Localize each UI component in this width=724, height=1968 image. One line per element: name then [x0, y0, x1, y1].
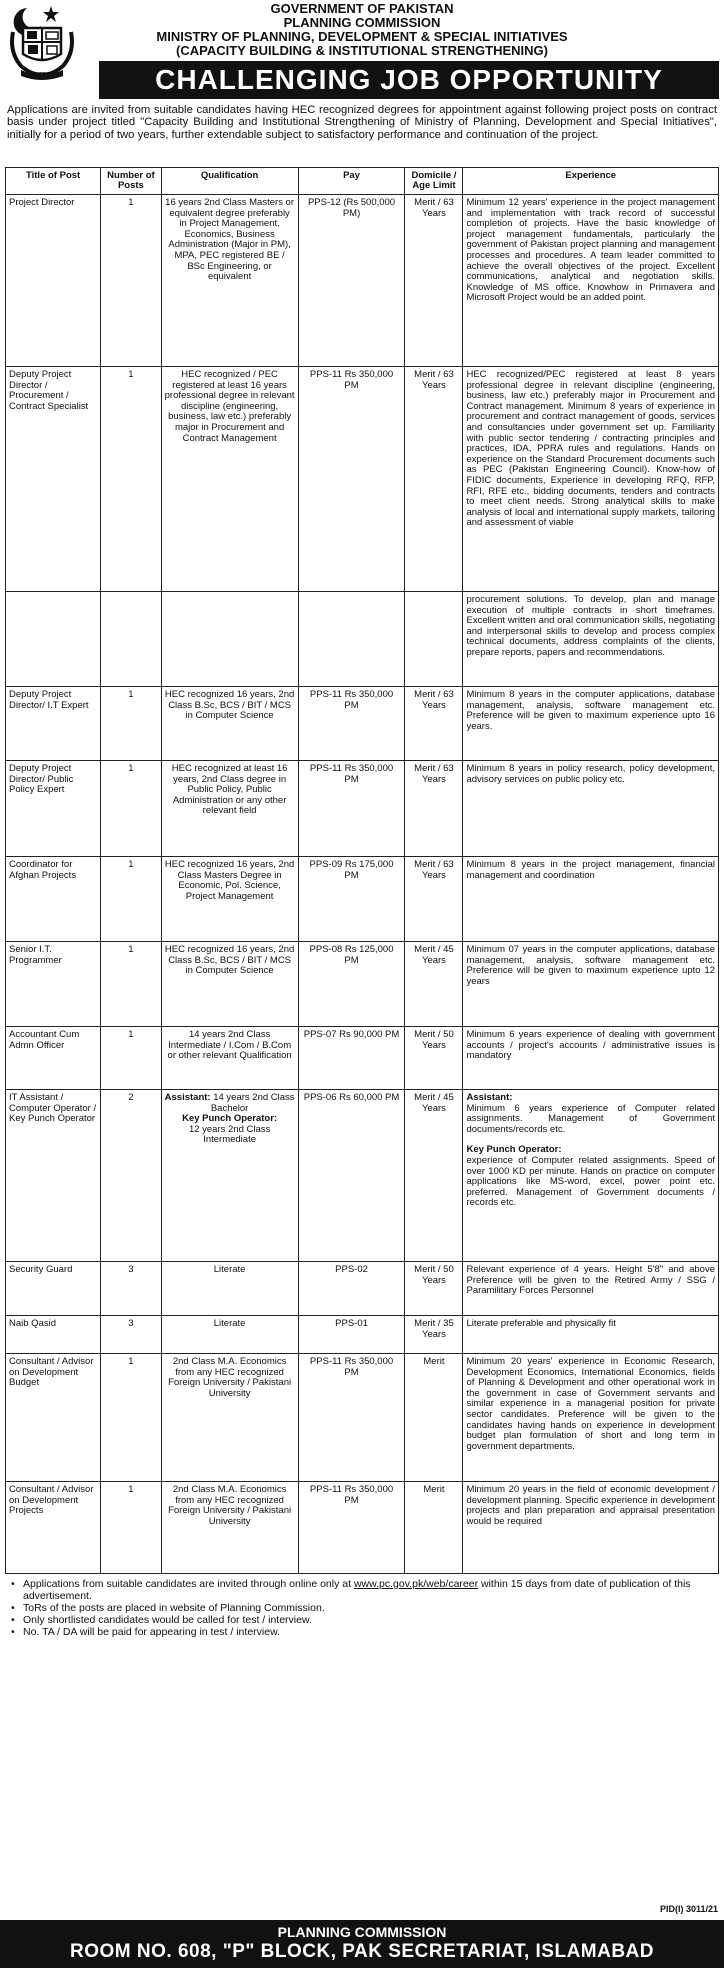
post-qualification: 2nd Class M.A. Economics from any HEC recognized Foreign University / Pakistani University [161, 1354, 298, 1482]
government-title: GOVERNMENT OF PAKISTAN [270, 1, 454, 16]
qualification-kpo-label: Key Punch Operator: [182, 1113, 278, 1125]
notes-list [11, 1578, 713, 1640]
qualification-assistant: 14 years 2nd Class Bachelor [210, 1092, 295, 1114]
post-qualification: 16 years 2nd Class Masters or equivalent degree preferably in Project Management, Economics, Business Administration (Major in PM), MPA, PEC registered BE / BSc Engineering, or equivalent [161, 195, 298, 367]
note-item: • No. TA / DA will be paid for appearing in test / interview. [11, 1626, 713, 1638]
post-qualification [161, 1090, 298, 1262]
table-row [6, 687, 719, 761]
note-text: within 15 days from date of publication of this advertisement. [23, 1578, 691, 1602]
column-header: Title of Post [6, 168, 101, 195]
post-experience: Minimum 20 years in the field of economic development / development planning. Specific experience in development projects and plan preparation and appraisal presentation would be required [463, 1482, 719, 1574]
table-row [6, 857, 719, 942]
post-count: 1 [101, 1482, 161, 1574]
column-header: Experience [463, 168, 719, 195]
post-pay: PPS-11 Rs 350,000 PM [298, 687, 405, 761]
post-pay: PPS-06 Rs 60,000 PM [298, 1090, 405, 1262]
post-age-limit: Merit [405, 1482, 463, 1574]
experience-assistant-label: Assistant: [466, 1092, 513, 1103]
post-qualification: 14 years 2nd Class Intermediate / I.Com / B.Com or other relevant Qualification [161, 1027, 298, 1090]
post-experience: Minimum 8 years in the computer applications, database management, analysis, software management etc. Preference will be given to maximum experience upto 16 years. [463, 687, 719, 761]
post-qualification: HEC recognized / PEC registered at least 16 years professional degree in relevant discipline (engineering, business, law etc.) preferably major in Procurement and Contract Management [161, 367, 298, 592]
column-header: Qualification [161, 168, 298, 195]
post-age-limit: Merit / 45 Years [405, 942, 463, 1027]
post-age-limit: Merit / 63 Years [405, 367, 463, 592]
post-pay: PPS-12 (Rs 500,000 PM) [298, 195, 405, 367]
post-count: 3 [101, 1316, 161, 1354]
post-experience: Minimum 8 years in policy research, policy development, advisory services on public policy etc. [463, 761, 719, 857]
post-pay: PPS-01 [298, 1316, 405, 1354]
post-qualification: Literate [161, 1262, 298, 1316]
post-experience [463, 1090, 719, 1262]
intro-paragraph: Applications are invited from suitable candidates having HEC recognized degrees for appointment against following project posts on contract basis under project titled "Capacity Building and Institutional Strengthening of Ministry of Planning, Development and Special Initiatives", initially for a period of two years, further extendable subject to satisfactory performance and continuation of the project. [7, 104, 717, 141]
post-pay: PPS-09 Rs 175,000 PM [298, 857, 405, 942]
post-count: 1 [101, 761, 161, 857]
post-count: 1 [101, 857, 161, 942]
post-qualification: Literate [161, 1316, 298, 1354]
experience-assistant: Minimum 6 years experience of Computer related assignments. Management of Government documents/records etc. [466, 1102, 715, 1135]
post-title: Deputy Project Director/ I.T Expert [6, 687, 101, 761]
post-title: Accountant Cum Admn Officer [6, 1027, 101, 1090]
post-experience: Minimum 12 years' experience in the project management and implementation with track record of successful completion of projects. Have the basic knowledge of project management fundamentals, particularly the government of Pakistan project planning and management processes and procedures. A team leader committed to achieve the overall objectives of the project. Excellent communications, analytical and negotiation skills. Knowledge of MS office. Knowhow in Primavera and Microsoft Project would be an added point. [463, 195, 719, 367]
jobs-table [5, 167, 719, 1574]
post-experience: HEC recognized/PEC registered at least 8 years professional degree in relevant discipline (engineering, business, law etc.) preferably major in Procurement and Contract management. Minimum 8 years of experience in procurement and contract management of goods, services and consultancies under government set up. Familiarity with public sector tendering / contracting principles and practices, IDA, PPRA rules and regulations. Hands on experience on the Standard Procurement documents such as PEC (Pakistan Engineering Council). Know-how of FIDIC documents, Experience in developing RFQ, RFP, RFI, RFE etc., bidding documents, tenders and contracts to meet client needs. Strong analytical skills to make analysis of local and international supply markets, tailoring and assessment of viable [463, 367, 719, 592]
post-qualification: HEC recognized 16 years, 2nd Class Masters Degree in Economic, Pol. Science, Project Management [161, 857, 298, 942]
post-pay: PPS-11 Rs 350,000 PM [298, 761, 405, 857]
post-pay: PPS-08 Rs 125,000 PM [298, 942, 405, 1027]
post-pay: PPS-11 Rs 350,000 PM [298, 1354, 405, 1482]
commission-title: PLANNING COMMISSION [283, 15, 441, 30]
post-pay: PPS-11 Rs 350,000 PM [298, 1482, 405, 1574]
post-title: Coordinator for Afghan Projects [6, 857, 101, 942]
table-header-row [6, 168, 719, 195]
post-title: Deputy Project Director/ Public Policy Expert [6, 761, 101, 857]
column-header: Domicile / Age Limit [405, 168, 463, 195]
post-qualification: HEC recognized 16 years, 2nd Class B.Sc, BCS / BIT / MCS in Computer Science [161, 687, 298, 761]
table-row [6, 1354, 719, 1482]
post-age-limit: Merit / 50 Years [405, 1027, 463, 1090]
column-header: Number of Posts [101, 168, 161, 195]
post-count: 1 [101, 367, 161, 592]
post-count: 1 [101, 1354, 161, 1482]
post-age-limit: Merit [405, 1354, 463, 1482]
footer-organization: PLANNING COMMISSION [277, 1924, 447, 1940]
table-row [6, 367, 719, 592]
note-item [11, 1578, 713, 1602]
experience-kpo: experience of Computer related assignments. Speed of over 1000 KD per minute. Hands on practice on computer applications like MS-word, excel, power point etc. preferred. Management of Government documents / records etc. [466, 1154, 715, 1209]
post-experience: Minimum 6 years experience of dealing with government accounts / project's accounts / administrative issues is mandatory [463, 1027, 719, 1090]
post-age-limit: Merit / 63 Years [405, 195, 463, 367]
post-title: Consultant / Advisor on Development Budget [6, 1354, 101, 1482]
post-experience: Minimum 8 years in the project management, financial management and coordination [463, 857, 719, 942]
post-count: 1 [101, 687, 161, 761]
post-title: Consultant / Advisor on Development Projects [6, 1482, 101, 1574]
post-experience: Literate preferable and physically fit [463, 1316, 719, 1354]
post-pay: PPS-07 Rs 90,000 PM [298, 1027, 405, 1090]
post-qualification: HEC recognized at least 16 years, 2nd Class degree in Public Policy, Public Administration or any other relevant field [161, 761, 298, 857]
footer-address: ROOM NO. 608, "P" BLOCK, PAK SECRETARIAT, ISLAMABAD [70, 1941, 654, 1962]
table-row [6, 1482, 719, 1574]
career-link[interactable]: www.pc.gov.pk/web/career [353, 1578, 479, 1590]
post-experience-continued: procurement solutions. To develop, plan and manage execution of multiple contracts in short timeframes. Excellent written and oral communication skills, negotiating and interpersonal skills to develop and process complex technical documents, address complaints of the clients, prepare reports, papers and recommendations. [463, 592, 719, 687]
post-experience: Minimum 20 years' experience in Economic Research, Development Economics, International Economics, fields of Planning & Development and other operational work in the government in case of Government servants and similar experience in a managerial position for private sector candidates. Preference will be given to the candidates having hands on experience in development budget plan formulation of short and long term in government departments. [463, 1354, 719, 1482]
post-count: 1 [101, 1027, 161, 1090]
note-item: • ToRs of the posts are placed in website of Planning Commission. [11, 1602, 713, 1614]
table-row [6, 1316, 719, 1354]
table-row [6, 1090, 719, 1262]
post-age-limit: Merit / 35 Years [405, 1316, 463, 1354]
qualification-kpo: 12 years 2nd Class Intermediate [188, 1123, 271, 1146]
footer-banner [0, 1920, 724, 1968]
post-age-limit: Merit / 45 Years [405, 1090, 463, 1262]
advertisement [5, 0, 719, 1640]
ministry-title: MINISTRY OF PLANNING, DEVELOPMENT & SPECIAL INITIATIVES [156, 29, 568, 44]
headline-banner: CHALLENGING JOB OPPORTUNITY [99, 61, 719, 99]
post-title: Project Director [6, 195, 101, 367]
table-row [6, 1262, 719, 1316]
post-age-limit: Merit / 50 Years [405, 1262, 463, 1316]
project-subtitle: (CAPACITY BUILDING & INSTITUTIONAL STRENGTHENING) [176, 43, 548, 58]
table-row [6, 195, 719, 367]
post-title: Naib Qasid [6, 1316, 101, 1354]
post-count: 1 [101, 195, 161, 367]
table-row [6, 1027, 719, 1090]
column-header: Pay [298, 168, 405, 195]
post-pay: PPS-11 Rs 350,000 PM [298, 367, 405, 592]
note-item: • Only shortlisted candidates would be called for test / interview. [11, 1614, 713, 1626]
post-age-limit: Merit / 63 Years [405, 857, 463, 942]
table-row [6, 761, 719, 857]
post-count: 1 [101, 942, 161, 1027]
publication-id: PID(I) 3011/21 [659, 1904, 718, 1914]
experience-kpo-label: Key Punch Operator: [466, 1144, 562, 1156]
post-count: 2 [101, 1090, 161, 1262]
post-title: Senior I.T. Programmer [6, 942, 101, 1027]
post-qualification: HEC recognized 16 years, 2nd Class B.Sc, BCS / BIT / MCS in Computer Science [161, 942, 298, 1027]
post-pay: PPS-02 [298, 1262, 405, 1316]
qualification-assistant-label: Assistant: [164, 1092, 211, 1103]
post-age-limit: Merit / 63 Years [405, 761, 463, 857]
post-age-limit: Merit / 63 Years [405, 687, 463, 761]
post-title: Deputy Project Director / Procurement / Contract Specialist [6, 367, 101, 592]
post-title: Security Guard [6, 1262, 101, 1316]
post-qualification: 2nd Class M.A. Economics from any HEC recognized Foreign University / Pakistani University [161, 1482, 298, 1574]
table-row [6, 942, 719, 1027]
table-row-continuation [6, 592, 719, 687]
post-count: 3 [101, 1262, 161, 1316]
post-experience: Relevant experience of 4 years. Height 5'8" and above Preference will be given to the Retired Army / SSG / Paramilitary Forces Personnel [463, 1262, 719, 1316]
note-text: Applications from suitable candidates are invited through online only at [23, 1578, 352, 1590]
post-title: IT Assistant / Computer Operator / Key Punch Operator [6, 1090, 101, 1262]
post-experience: Minimum 07 years in the computer applications, database management, analysis, software management etc. Preference will be given to maximum experience upto 12 years [463, 942, 719, 1027]
header [5, 0, 719, 101]
